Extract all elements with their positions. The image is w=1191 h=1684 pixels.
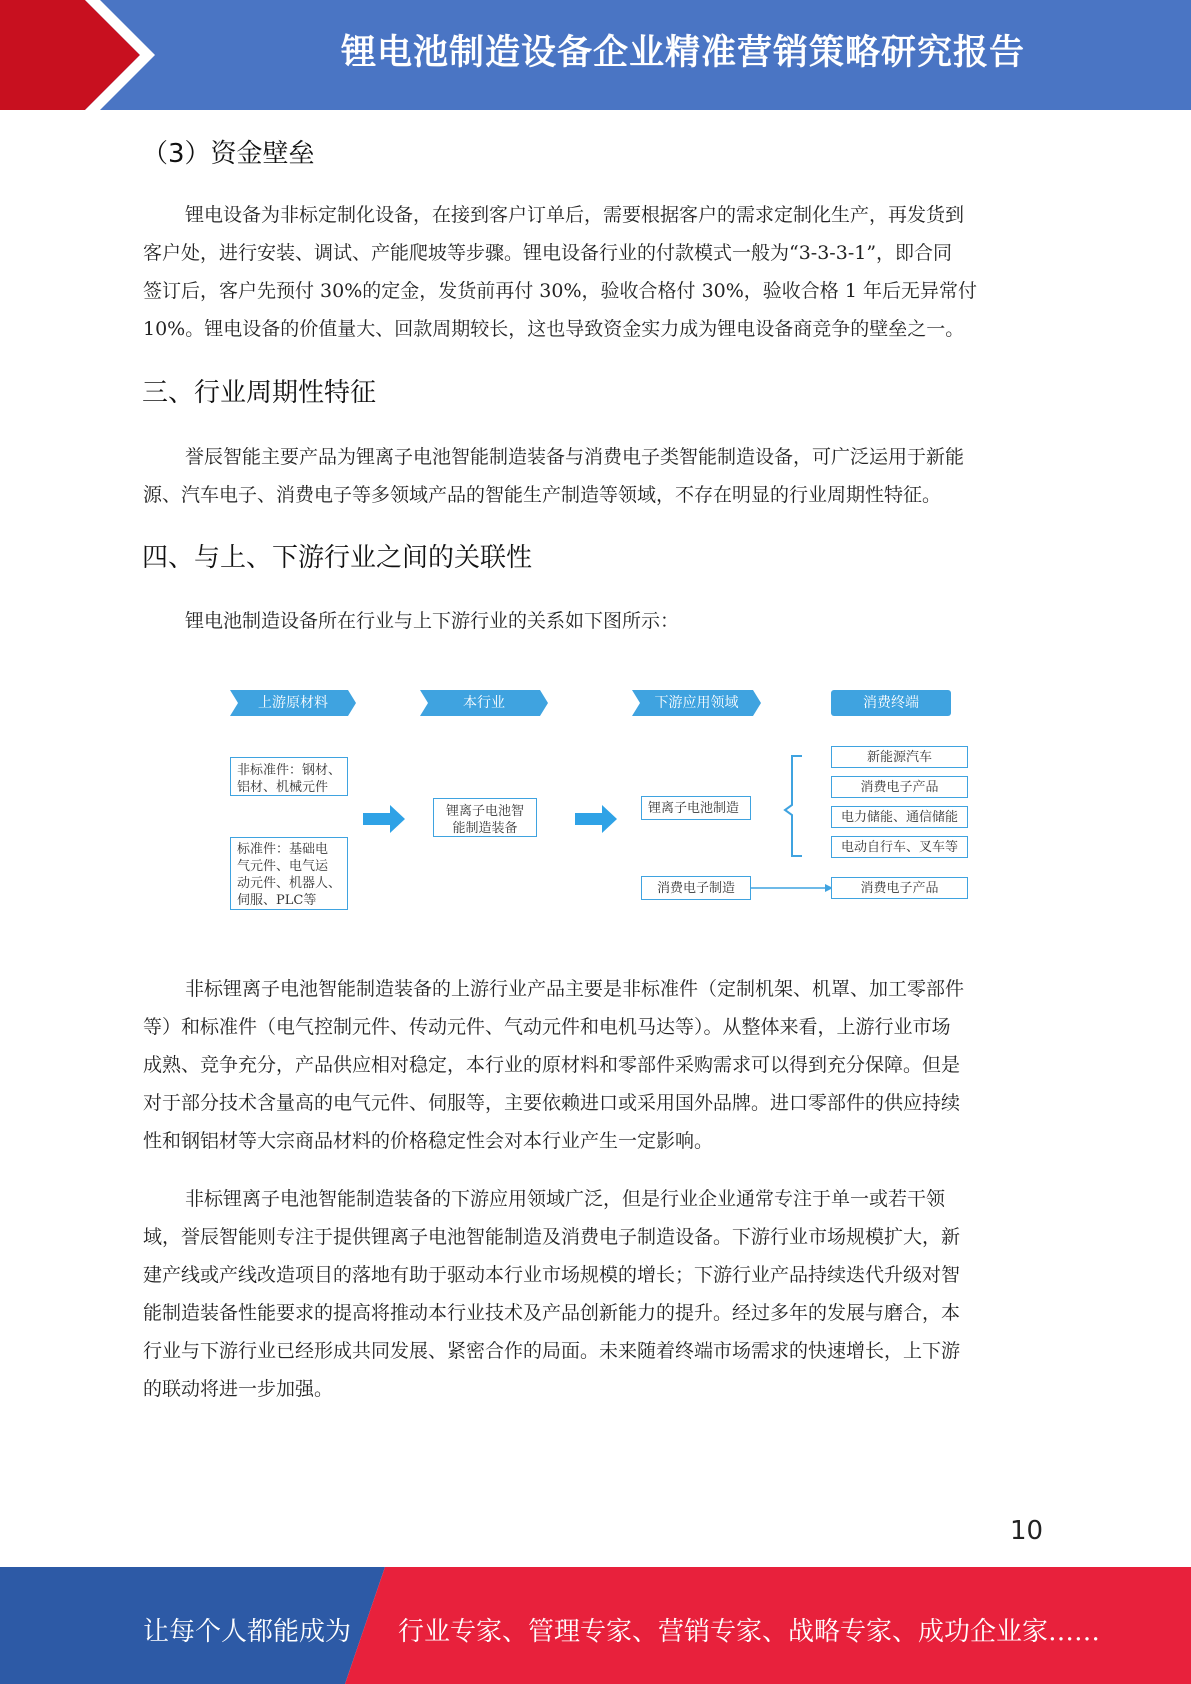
label-consumer: 消费终端 [863,695,919,711]
para-downstream [143,1180,1048,1408]
box-line: 气元件、电气运 [237,859,329,874]
para-funds-barrier [143,196,1048,348]
text-line: 域，誉辰智能则专注于提供锂离子电池智能制造及消费电子制造设备。下游行业市场规模扩大，新 [143,1226,961,1248]
footer-slogan-right: 行业专家、管理专家、营销专家、战略专家、成功企业家…… [398,1617,1101,1647]
box-lithium-battery-mfg: 锂离子电池制造 [641,796,751,820]
text-line: 等）和标准件（电气控制元件、传动元件、气动元件和电机马达等）。从整体来看，上游行业市场 [143,1016,951,1038]
bracket [785,756,802,856]
text-line: 的联动将进一步加强。 [143,1378,334,1400]
industry-chain-diagram [200,680,1000,920]
text-line: 10%。锂电设备的价值量大、回款周期较长，这也导致资金实力成为锂电设备商竞争的壁垒之一。 [143,318,965,340]
box-line: 动元件、机器人、 [237,876,342,891]
text-line: 源、汽车电子、消费电子等多领域产品的智能生产制造等领域，不存在明显的行业周期性特征。 [143,484,942,506]
text-line: 对于部分技术含量高的电气元件、伺服等，主要依赖进口或采用国外品牌。进口零部件的供应持续 [143,1092,961,1114]
arrow-right-icon [363,805,405,833]
page-header [0,0,1191,110]
box-consumer-electronics: 消费电子产品 [831,776,968,798]
box-ebike-forklift: 电动自行车、叉车等 [831,836,968,858]
box-line: 伺服、PLC等 [237,893,317,908]
box-line: 标准件：基础电 [237,842,329,857]
box-consumer-electronics-end: 消费电子产品 [831,877,968,899]
box-line: 非标准件：钢材、 [237,763,342,778]
box-standard-parts [230,837,348,910]
text-line: 非标锂离子电池智能制造装备的下游应用领域广泛，但是行业企业通常专注于单一或若干领 [185,1188,946,1210]
heading-industry-relation: 四、与上、下游行业之间的关联性 [142,543,533,573]
report-title: 锂电池制造设备企业精准营销策略研究报告 [340,33,1025,73]
box-nonstandard-parts [230,757,348,796]
text-line: 签订后，客户先预付 30%的定金，发货前再付 30%，验收合格付 30%，验收合格 1 年后无异常付 [143,280,977,302]
text-line: 客户处，进行安装、调试、产能爬坡等步骤。锂电设备行业的付款模式一般为“3-3-3-1”，即合同 [143,242,953,264]
box-line: 锂离子电池智 [445,804,524,819]
box-lithium-equipment [433,798,537,837]
text-line: 成熟、竞争充分，产品供应相对稳定，本行业的原材料和零部件采购需求可以得到充分保障。但是 [143,1054,961,1076]
box-energy-storage: 电力储能、通信储能 [831,806,968,828]
box-consumer-electronics-mfg: 消费电子制造 [641,876,751,900]
text-line: 锂电设备为非标定制化设备，在接到客户订单后，需要根据客户的需求定制化生产，再发货到 [185,204,965,226]
box-new-energy-vehicle: 新能源汽车 [831,746,968,768]
label-upstream: 上游原材料 [258,695,328,711]
text-line: 非标锂离子电池智能制造装备的上游行业产品主要是非标准件（定制机架、机罩、加工零部件 [185,978,965,1000]
header-arrow-graphic [0,0,200,110]
para-industry-cycle [143,438,1048,514]
label-downstream: 下游应用领域 [654,695,739,711]
text-line: 能制造装备性能要求的提高将推动本行业技术及产品创新能力的提升。经过多年的发展与磨合，本 [143,1302,961,1324]
heading-funds-barrier: （3）资金壁垒 [142,139,315,169]
box-line: 能制造装备 [452,821,518,836]
arrow-right-icon [575,805,617,833]
text-line: 锂电池制造设备所在行业与上下游行业的关系如下图所示： [185,610,680,632]
heading-industry-cycle: 三、行业周期性特征 [142,378,377,408]
label-industry: 本行业 [463,695,505,711]
text-line: 建产线或产线改造项目的落地有助于驱动本行业市场规模的增长；下游行业产品持续迭代升级对智 [143,1264,961,1286]
para-upstream [143,970,1048,1160]
text-line: 行业与下游行业已经形成共同发展、紧密合作的局面。未来随着终端市场需求的快速增长，上下游 [143,1340,961,1362]
para-diagram-intro [143,602,1048,640]
text-line: 誉辰智能主要产品为锂离子电池智能制造装备与消费电子类智能制造设备，可广泛运用于新能 [185,446,965,468]
box-line: 铝材、机械元件 [237,780,329,795]
page-number: 10 [1010,1516,1044,1546]
text-line: 性和钢铝材等大宗商品材料的价格稳定性会对本行业产生一定影响。 [143,1130,714,1152]
footer-slogan-left: 让每个人都能成为 [143,1617,352,1647]
